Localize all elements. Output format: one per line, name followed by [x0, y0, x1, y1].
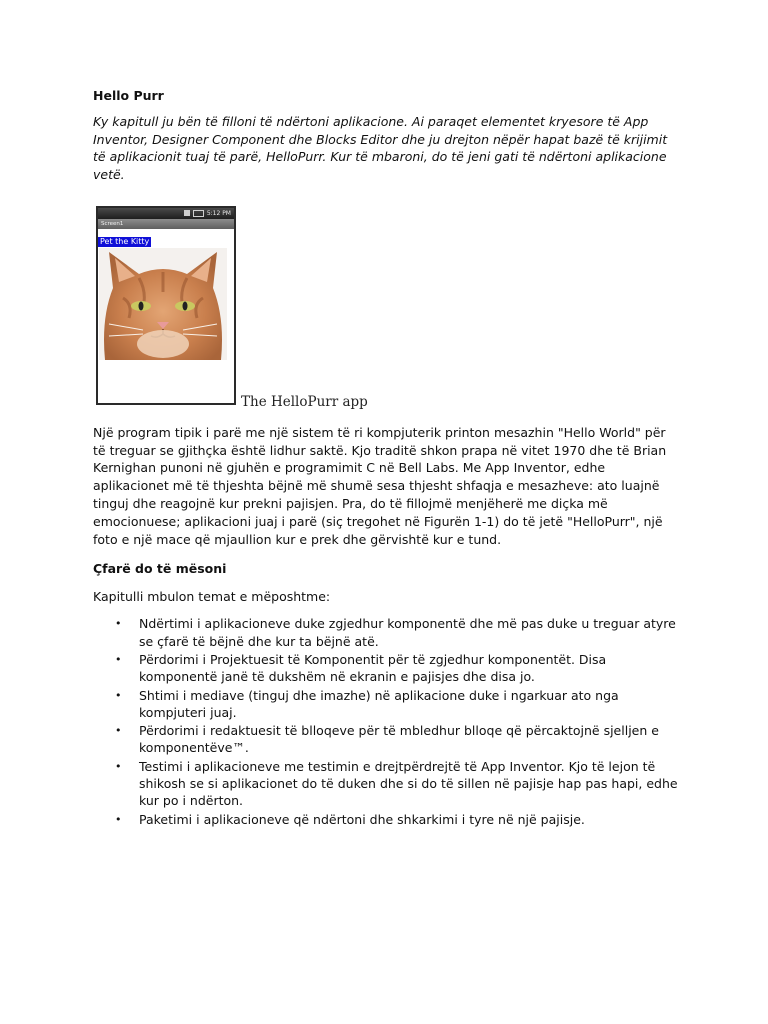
- list-item: [93, 758, 678, 810]
- topics-list: [93, 615, 678, 828]
- pet-the-kitty-label: Pet the Kitty: [100, 236, 150, 246]
- list-item-text: Testimi i aplikacioneve me testimin e drejtpërdrejtë të App Inventor. Kjo të lejon të shikosh se si aplikacionet do të duken dhe si do të sillen në pajisje hap pas hapi, edhe kur po i ndërton.: [139, 758, 678, 809]
- list-item: [93, 722, 678, 757]
- list-item-text: Paketimi i aplikacioneve që ndërtoni dhe shkarkimi i tyre në një pajisje.: [139, 811, 585, 827]
- list-item: [93, 811, 678, 828]
- list-item: [93, 615, 678, 650]
- list-item: [93, 651, 678, 686]
- hellopurr-figure: [93, 206, 678, 414]
- list-item-text: Përdorimi i redaktuesit të blloqeve për të mbledhur blloqe që përcaktojnë sjelljen e komponentëve™.: [139, 723, 659, 756]
- figure-caption: The HelloPurr app: [241, 393, 368, 410]
- bullet-icon: •: [115, 617, 122, 631]
- list-item: [93, 687, 678, 722]
- body-paragraph: Një program tipik i parë me një sistem të ri kompjuterik printon mesazhin "Hello World" për të treguar se gjithçka është lidhur saktë. Kjo traditë shkon prapa në vitet 1970 dhe të Brian Kernighan punoni në gjuhën e programimit C në Bell Labs. Me App Inventor, edhe aplikacionet më të thjeshta bëjnë më shumë sesa thjesht shfaqja e mesazheve: ato luajnë tinguj dhe reagojnë kur prekni pajisjen. Pra, do të fillojmë menjëherë me diçka më emocionuese; aplikacioni juaj i parë (siç tregohet në Figurën 1-1) do të jetë "HelloPurr", një foto e një mace që mjaullion kur e prek dhe gërvishtë kur e tund.: [93, 424, 667, 547]
- cat-photo-icon: [99, 248, 227, 360]
- list-intro: Kapitulli mbulon temat e mëposhtme:: [93, 589, 331, 605]
- bullet-icon: •: [115, 759, 122, 773]
- section-heading: Çfarë do të mësoni: [93, 561, 227, 577]
- bullet-icon: •: [115, 812, 122, 826]
- signal-icon: [184, 210, 190, 216]
- list-item-text: Shtimi i mediave (tinguj dhe imazhe) në aplikacione duke i ngarkuar ato nga kompjuteri juaj.: [139, 687, 619, 720]
- chapter-title: Hello Purr: [93, 88, 164, 103]
- phone-screen-title: Screen1: [98, 219, 234, 229]
- list-item-text: Përdorimi i Projektuesit të Komponentit për të zgjedhur komponentët. Disa komponentë janë të dukshëm në ekranin e pajisjes dhe disa jo.: [139, 651, 607, 685]
- battery-icon: [193, 210, 204, 217]
- document-page: [93, 87, 678, 829]
- phone-status-bar: [98, 208, 234, 219]
- bullet-icon: •: [115, 688, 122, 702]
- bullet-icon: •: [115, 652, 122, 666]
- phone-status-time: 5:12 PM: [206, 209, 231, 217]
- bullet-icon: •: [115, 724, 122, 738]
- list-item-text: Ndërtimi i aplikacioneve duke zgjedhur komponentë dhe më pas duke u treguar atyre se çfarë të bëjnë dhe kur ta bëjnë atë.: [139, 616, 676, 649]
- phone-screenshot: [96, 206, 236, 405]
- intro-paragraph: Ky kapitull ju bën të filloni të ndërtoni aplikacione. Ai paraqet elementet kryesore të App Inventor, Designer Component dhe Blocks Editor dhe ju drejton nëpër hapat bazë të krijimit të aplikacionit tuaj të parë, HelloPurr. Kur të mbaroni, do të jeni gati të ndërtoni aplikacione vetë.: [93, 114, 668, 183]
